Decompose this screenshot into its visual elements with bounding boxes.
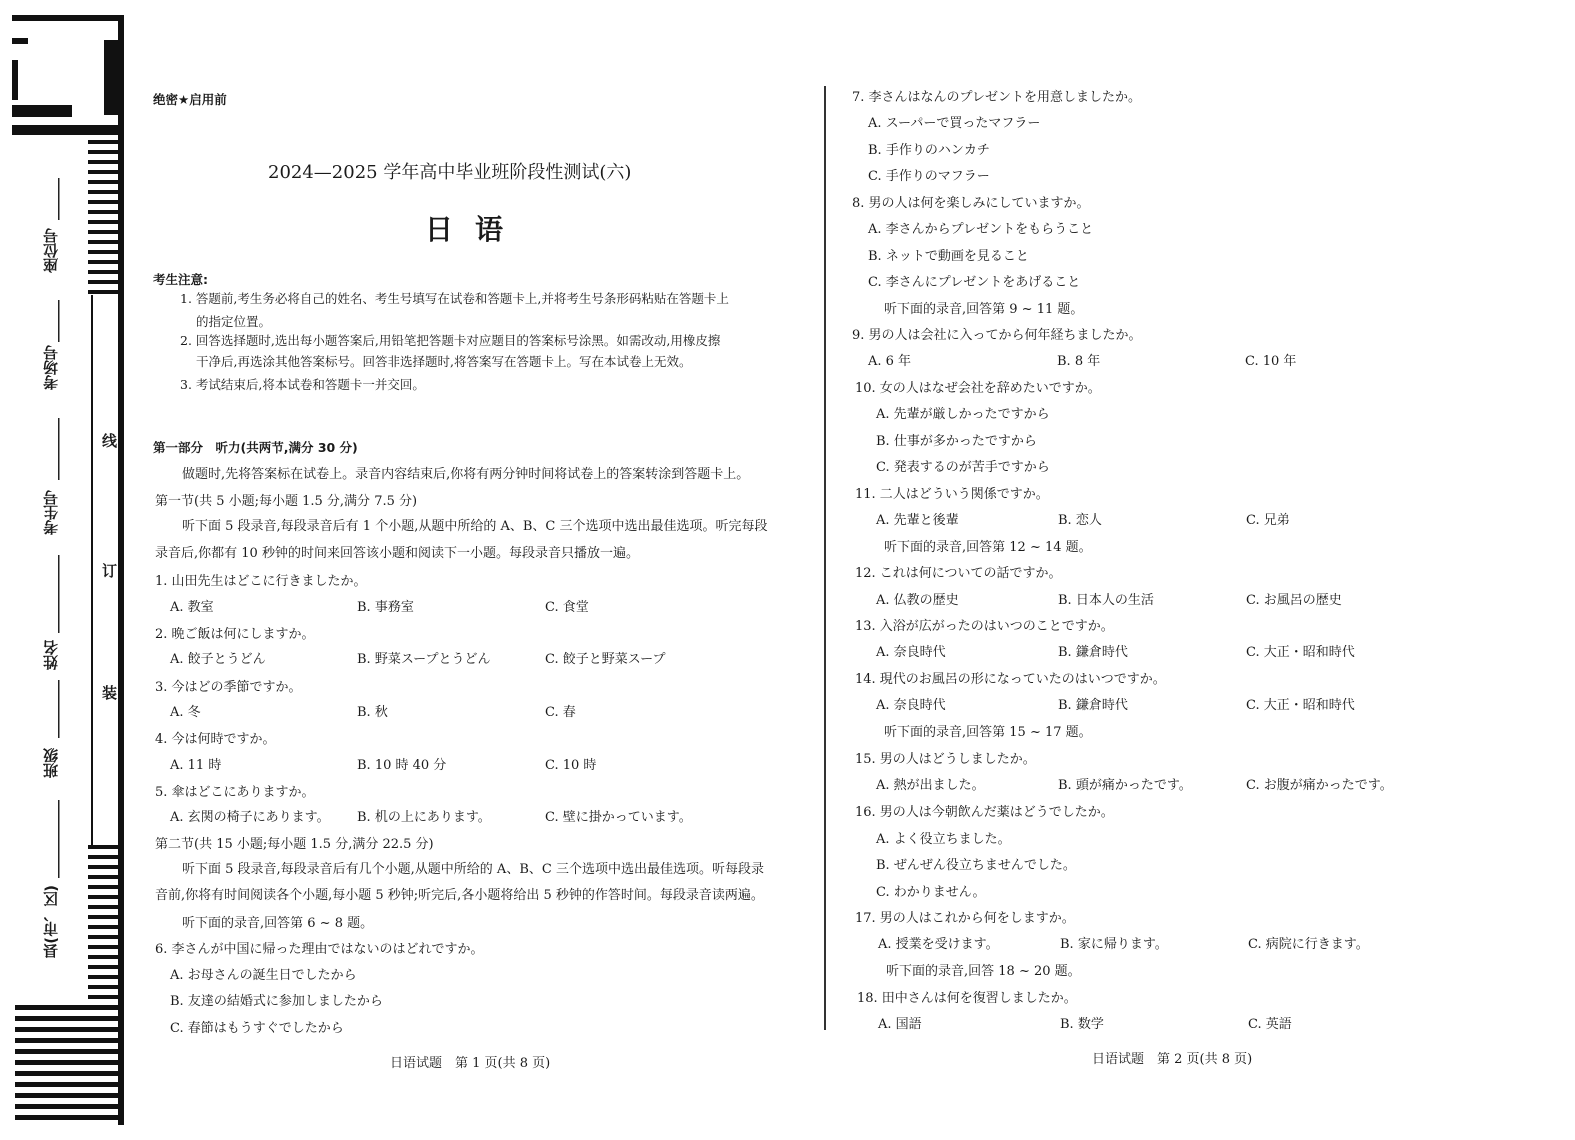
option-b: B. 頭が痛かったです。 — [1058, 778, 1192, 793]
option-a: A. 奈良時代 — [876, 698, 946, 713]
option-b: B. 日本人の生活 — [1058, 593, 1154, 608]
option-c: C. 発表するのが苦手ですから — [876, 460, 1050, 475]
option-a: A. 冬 — [170, 705, 201, 720]
option-c: C. 李さんにプレゼントをあげること — [868, 275, 1081, 290]
seat-number-label: 座位号 — [42, 228, 60, 273]
confidential-label: 绝密★启用前 — [153, 92, 227, 107]
question-text: 3. 今はどの季節ですか。 — [155, 680, 302, 695]
option-b: B. 10 時 40 分 — [357, 758, 447, 773]
option-a: A. 先輩が厳しかったですから — [876, 407, 1050, 422]
listen-instruction-9-11: 听下面的录音,回答第 9 ~ 11 题。 — [884, 302, 1084, 317]
option-a: A. 6 年 — [868, 354, 912, 369]
notice-item-1: 1. 答题前,考生务必将自己的姓名、考生号填写在试卷和答题卡上,并将考生号条形码粘贴在答题卡上 — [180, 291, 729, 306]
question-text: 1. 山田先生はどこに行きましたか。 — [155, 574, 367, 589]
option-b: B. ネットで動画を見ること — [868, 249, 1029, 264]
option-c: C. 手作りのマフラー — [868, 169, 990, 184]
option-b: B. ぜんぜん役立ちませんでした。 — [876, 858, 1076, 873]
binding-mark-order: 订 — [100, 563, 118, 578]
subject-title: 日语 — [425, 213, 526, 246]
option-a: A. 奈良時代 — [876, 645, 946, 660]
question-text: 10. 女の人はなぜ会社を辞めたいですか。 — [855, 381, 1101, 396]
option-b: B. 鎌倉時代 — [1058, 698, 1128, 713]
option-a: A. 先輩と後輩 — [876, 513, 959, 528]
page-divider — [824, 86, 826, 1030]
question-text: 6. 李さんが中国に帰った理由ではないのはどれですか。 — [155, 942, 484, 957]
option-c: C. 英語 — [1248, 1017, 1292, 1032]
section1-intro-1: 听下面 5 段录音,每段录音后有 1 个小题,从题中所给的 A、B、C 三个选项中选出最佳选项。听完每段 — [182, 519, 768, 534]
question-text: 14. 現代のお風呂の形になっていたのはいつですか。 — [855, 672, 1166, 687]
option-b: B. 家に帰ります。 — [1060, 937, 1168, 952]
option-b: B. 秋 — [357, 705, 388, 720]
question-text: 4. 今は何時ですか。 — [155, 732, 276, 747]
option-b: B. 恋人 — [1058, 513, 1102, 528]
binding-strip — [0, 0, 130, 1140]
question-text: 11. 二人はどういう関係ですか。 — [855, 487, 1049, 502]
notice-item-2-cont: 干净后,再选涂其他答案标号。回答非选择题时,将答案写在答题卡上。写在本试卷上无效。 — [196, 354, 692, 369]
part1-heading: 第一部分 听力(共两节,满分 30 分) — [153, 440, 358, 455]
notice-item-2: 2. 回答选择题时,选出每小题答案后,用铅笔把答题卡对应题目的答案标号涂黑。如需改动,用橡皮擦 — [180, 333, 721, 348]
binding-mark-line: 线 — [100, 433, 118, 448]
option-b: B. 仕事が多かったですから — [876, 434, 1037, 449]
option-a: A. よく役立ちました。 — [876, 832, 1011, 847]
option-a: A. 玄関の椅子にあります。 — [170, 810, 330, 825]
name-label: 姓名 — [42, 640, 60, 670]
option-c: C. お風呂の歴史 — [1246, 593, 1342, 608]
question-text: 8. 男の人は何を楽しみにしていますか。 — [852, 196, 1090, 211]
question-text: 5. 傘はどこにありますか。 — [155, 785, 315, 800]
option-c: C. 大正・昭和時代 — [1246, 645, 1355, 660]
option-c: C. 病院に行きます。 — [1248, 937, 1369, 952]
question-text: 9. 男の人は会社に入ってから何年経ちましたか。 — [852, 328, 1142, 343]
question-text: 7. 李さんはなんのプレゼントを用意しましたか。 — [852, 90, 1142, 105]
question-text: 15. 男の人はどうしましたか。 — [855, 752, 1036, 767]
option-b: B. 鎌倉時代 — [1058, 645, 1128, 660]
candidate-number-label: 考生号 — [42, 490, 60, 535]
question-text: 17. 男の人はこれから何をしますか。 — [855, 911, 1075, 926]
option-b: B. 数学 — [1060, 1017, 1104, 1032]
option-a: A. 国語 — [878, 1017, 922, 1032]
listen-instruction-18-20: 听下面的录音,回答 18 ~ 20 题。 — [886, 964, 1081, 979]
option-a: A. 李さんからプレゼントをもらうこと — [868, 222, 1094, 237]
option-b: B. 8 年 — [1057, 354, 1101, 369]
option-a: A. 教室 — [170, 600, 214, 615]
notice-item-1-cont: 的指定位置。 — [196, 314, 272, 329]
section2-intro-2: 音前,你将有时间阅读各个小题,每小题 5 秒钟;听完后,各小题将给出 5 秒钟的作答时间。每段录音读两遍。 — [155, 888, 764, 903]
option-b: B. 友達の結婚式に参加しましたから — [170, 994, 383, 1009]
option-c: C. 壁に掛かっています。 — [545, 810, 692, 825]
option-c: C. 食堂 — [545, 600, 589, 615]
option-c: C. 兄弟 — [1246, 513, 1290, 528]
option-b: B. 事務室 — [357, 600, 414, 615]
exam-room-label: 考场号 — [42, 345, 60, 390]
option-c: C. 餃子と野菜スープ — [545, 652, 666, 667]
section2-heading: 第二节(共 15 小题;每小题 1.5 分,满分 22.5 分) — [155, 837, 434, 852]
notice-title: 考生注意: — [153, 272, 208, 287]
class-label: 班级 — [42, 748, 60, 778]
option-a: A. お母さんの誕生日でしたから — [170, 968, 357, 983]
county-label: 县(市、区) — [42, 885, 60, 959]
section2-intro-1: 听下面 5 段录音,每段录音后有几个小题,从题中所给的 A、B、C 三个选项中选出最佳选项。听每段录 — [182, 862, 764, 877]
option-c: C. 春 — [545, 705, 576, 720]
option-a: A. スーパーで買ったマフラー — [868, 116, 1041, 131]
option-c: C. お腹が痛かったです。 — [1246, 778, 1393, 793]
option-b: B. 野菜スープとうどん — [357, 652, 491, 667]
notice-item-3: 3. 考试结束后,将本试卷和答题卡一并交回。 — [180, 377, 425, 392]
question-text: 2. 晩ご飯は何にしますか。 — [155, 627, 315, 642]
option-c: C. 大正・昭和時代 — [1246, 698, 1355, 713]
option-c: C. わかりません。 — [876, 885, 986, 900]
option-a: A. 熱が出ました。 — [876, 778, 985, 793]
option-b: B. 手作りのハンカチ — [868, 143, 990, 158]
option-a: A. 11 時 — [170, 758, 222, 773]
option-c: C. 春節はもうすぐでしたから — [170, 1021, 344, 1036]
question-text: 18. 田中さんは何を復習しましたか。 — [857, 991, 1077, 1006]
question-text: 13. 入浴が広がったのはいつのことですか。 — [855, 619, 1114, 634]
listen-instruction-15-17: 听下面的录音,回答第 15 ~ 17 题。 — [884, 725, 1092, 740]
option-a: A. 仏教の歴史 — [876, 593, 959, 608]
page-2-footer: 日语试题 第 2 页(共 8 页) — [1092, 1052, 1253, 1067]
option-c: C. 10 年 — [1245, 354, 1297, 369]
page-1-footer: 日语试题 第 1 页(共 8 页) — [390, 1056, 551, 1071]
listen-instruction-12-14: 听下面的录音,回答第 12 ~ 14 题。 — [884, 540, 1092, 555]
section1-intro-2: 录音后,你都有 10 秒钟的时间来回答该小题和阅读下一小题。每段录音只播放一遍。 — [155, 546, 639, 561]
option-c: C. 10 時 — [545, 758, 597, 773]
part1-intro: 做题时,先将答案标在试卷上。录音内容结束后,你将有两分钟时间将试卷上的答案转涂到答题卡上。 — [182, 467, 750, 482]
listen-instruction-6-8: 听下面的录音,回答第 6 ~ 8 题。 — [182, 916, 374, 931]
exam-title: 2024—2025 学年高中毕业班阶段性测试(六) — [268, 162, 632, 183]
question-text: 12. これは何についての話ですか。 — [855, 566, 1062, 581]
question-text: 16. 男の人は今朝飲んだ薬はどうでしたか。 — [855, 805, 1114, 820]
binding-mark-bind: 装 — [100, 685, 118, 700]
section1-heading: 第一节(共 5 小题;每小题 1.5 分,满分 7.5 分) — [155, 494, 418, 509]
option-a: A. 餃子とうどん — [170, 652, 266, 667]
option-a: A. 授業を受けます。 — [878, 937, 999, 952]
option-b: B. 机の上にあります。 — [357, 810, 491, 825]
